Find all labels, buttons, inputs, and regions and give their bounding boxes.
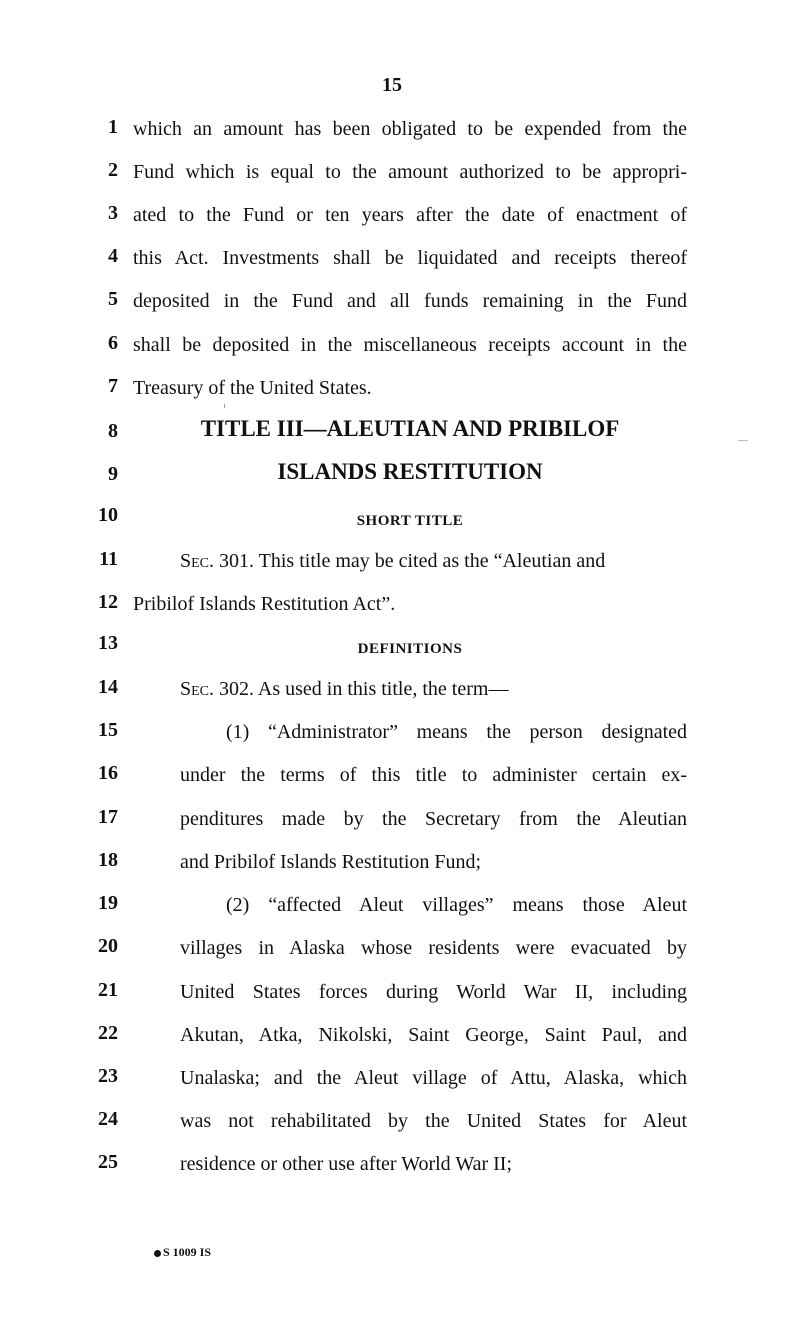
line-12: [0, 591, 800, 621]
line-text: under the terms of this title to administer certain ex-: [180, 764, 687, 786]
line-number: 17: [98, 806, 118, 828]
line-4: [0, 245, 800, 275]
section-heading: SHORT TITLE: [356, 513, 464, 529]
line-number: 13: [98, 632, 118, 654]
line-text: [180, 548, 605, 574]
line-text: Akutan, Atka, Nikolski, Saint George, Saint Paul, and: [180, 1024, 687, 1046]
line-3: [0, 202, 800, 232]
line-text: and Pribilof Islands Restitution Fund;: [180, 851, 482, 873]
line-24: [0, 1108, 800, 1138]
line-text-body: 302. As used in this title, the term—: [214, 678, 509, 700]
line-17: [0, 806, 800, 836]
line-number: 22: [98, 1022, 118, 1044]
line-23: [0, 1065, 800, 1095]
line-9: [0, 459, 800, 489]
section-heading: DEFINITIONS: [357, 641, 463, 657]
line-number: 4: [108, 245, 118, 267]
line-number: 2: [108, 159, 118, 181]
line-text: United States forces during World War II, including: [180, 981, 687, 1003]
line-text: deposited in the Fund and all funds remaining in the Fund: [133, 290, 687, 312]
line-number: 20: [98, 935, 118, 957]
speck-mark: [224, 404, 225, 408]
line-number: 21: [98, 979, 118, 1001]
line-7: [0, 375, 800, 405]
line-text-body: 301. This title may be cited as the “Aleutian and: [214, 550, 606, 572]
line-text: ated to the Fund or ten years after the date of enactment of: [133, 204, 687, 226]
line-text: (1) “Administrator” means the person designated: [226, 721, 687, 743]
line-number: 16: [98, 762, 118, 784]
line-number: 6: [108, 332, 118, 354]
margin-mark: [738, 440, 748, 441]
line-text: Unalaska; and the Aleut village of Attu, Alaska, which: [180, 1067, 687, 1089]
line-number: 24: [98, 1108, 118, 1130]
line-text: penditures made by the Secretary from the Aleutian: [180, 808, 687, 830]
line-25: [0, 1151, 800, 1181]
page-number: 15: [382, 74, 402, 96]
line-number: 11: [99, 548, 118, 570]
line-text: (2) “affected Aleut villages” means those Aleut: [226, 894, 687, 916]
footer-bill-id: [154, 1245, 211, 1260]
line-number: 25: [98, 1151, 118, 1173]
line-number: 7: [108, 375, 118, 397]
line-number: 9: [108, 463, 118, 485]
line-11: [0, 548, 800, 578]
line-number: 3: [108, 202, 118, 224]
line-number: 12: [98, 591, 118, 613]
line-number: 14: [98, 676, 118, 698]
line-16: [0, 762, 800, 792]
footer-text: S 1009 IS: [163, 1245, 212, 1259]
line-2: [0, 159, 800, 189]
line-number: 23: [98, 1065, 118, 1087]
line-number: 15: [98, 719, 118, 741]
line-1: [0, 116, 800, 146]
line-13: [0, 632, 800, 662]
line-22: [0, 1022, 800, 1052]
line-text: shall be deposited in the miscellaneous receipts account in the: [133, 334, 687, 356]
line-14: [0, 676, 800, 706]
line-number: 19: [98, 892, 118, 914]
line-21: [0, 979, 800, 1009]
line-10: [0, 504, 800, 534]
line-text: which an amount has been obligated to be expended from the: [133, 118, 687, 140]
line-18: [0, 849, 800, 879]
line-number: 10: [98, 504, 118, 526]
line-text: this Act. Investments shall be liquidated and receipts thereof: [133, 247, 687, 269]
line-text: was not rehabilitated by the United States for Aleut: [180, 1110, 687, 1132]
line-text: Fund which is equal to the amount authorized to be appropri-: [133, 161, 687, 183]
line-6: [0, 332, 800, 362]
bullet-icon: [154, 1250, 161, 1257]
line-text: villages in Alaska whose residents were evacuated by: [180, 937, 687, 959]
line-number: 18: [98, 849, 118, 871]
line-number: 1: [108, 116, 118, 138]
line-text: [180, 676, 508, 702]
line-number: 8: [108, 420, 118, 442]
line-5: [0, 288, 800, 318]
title-heading: TITLE III—ALEUTIAN AND PRIBILOF: [200, 416, 620, 441]
sec-abbrev: Sec.: [180, 550, 215, 572]
line-19: [0, 892, 800, 922]
line-text: Pribilof Islands Restitution Act”.: [133, 593, 396, 615]
line-20: [0, 935, 800, 965]
line-text: residence or other use after World War II;: [180, 1153, 513, 1175]
line-text: Treasury of the United States.: [133, 377, 372, 399]
line-number: 5: [108, 288, 118, 310]
title-heading: ISLANDS RESTITUTION: [277, 459, 543, 484]
line-15: [0, 719, 800, 749]
sec-abbrev: Sec.: [180, 678, 215, 700]
line-8: [0, 416, 800, 446]
